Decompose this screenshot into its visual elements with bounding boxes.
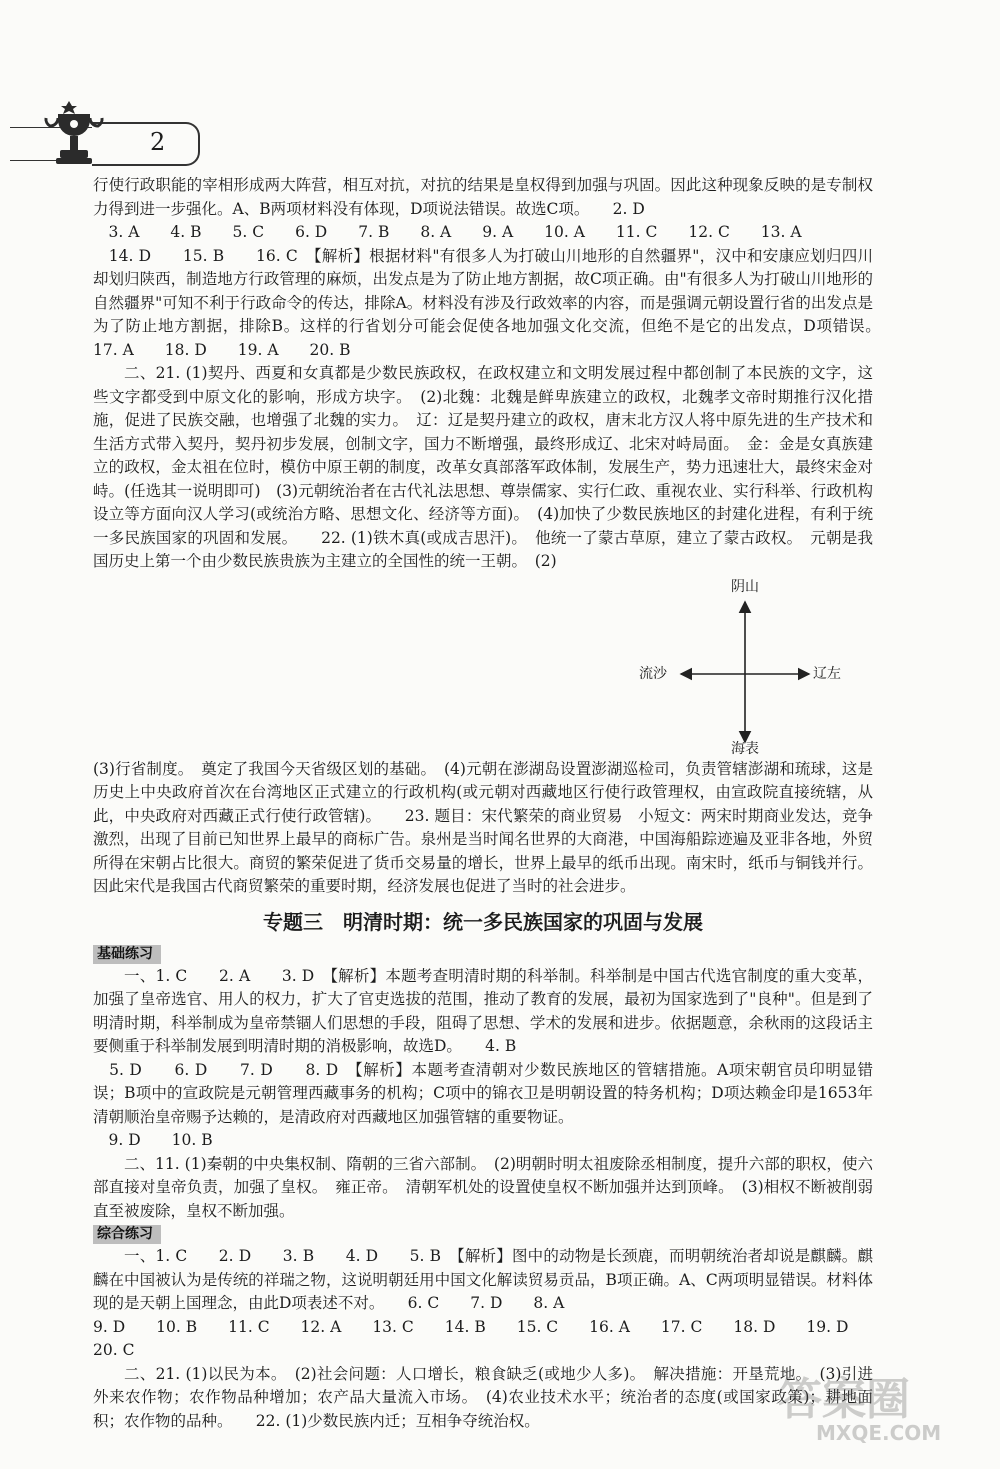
direction-west-label: 流沙 [639, 665, 667, 682]
paragraph: 3. A 4. B 5. C 6. D 7. B 8. A 9. A 10. A 11. C 12. C 13. A [93, 223, 802, 241]
direction-diagram [93, 576, 873, 758]
section-title: 专题三 明清时期：统一多民族国家的巩固与发展 [263, 909, 703, 934]
watermark-main-text: 答案圈 [778, 1374, 910, 1425]
watermark-sub-text: MXQE.COM [816, 1421, 942, 1445]
comprehensive-practice-label: 综合练习 [93, 1225, 161, 1244]
paragraph: 5. D 6. D 7. D 8. D 【解析】本题考查清朝对少数民族地区的管辖措施。A项宋朝官员印明显错误；B项中的宣政院是元朝管理西藏事务的机构；C项中的锦衣卫是明朝设置的特务机构；D项达赖金印是1653年清朝顺治皇帝赐予达赖的，是清政府对西藏地区加强管辖的重要物证。 [93, 1060, 873, 1126]
paragraph: 9. D 10. B 11. C 12. A 13. C 14. B 15. C 16. A 17. C 18. D 19. D [93, 1317, 849, 1336]
paragraph: 14. D 15. B 16. C 【解析】根据材料"有很多人为打破山川地形的自然疆界"，汉中和安康应划归四川却划归陕西，制造地方行政管理的麻烦，出发点是为了防止地方割据，故C项正确。由"有很多人为打破山川地形的自然疆界"可知不利于行政命令的传达，排除A。材料没有涉及行政效率的内容，而是强调元朝设置行省的出发点是为了防止地方割据，排除B。这样的行省划分可能会促使各地加强文化交流，但绝不是它的出发点，D项错误。 17. A 18. D 19. A 20. B [93, 246, 905, 359]
paragraph: 二、21. (1)以民为本。 (2)社会问题：人口增长，粮食缺乏(或地少人多)。 解决措施：开垦荒地。 (3)引进外来农作物；农作物品种增加；农产品大量流入市场。 (4)农业技术水平；统治者的态度(或国家政策)；耕地面积；农作物的品种。 22. (1)少数民族内迁；互相争夺统治权。 [93, 1364, 873, 1430]
paragraph: 20. C [93, 1341, 135, 1359]
paragraph: 9. D 10. B [93, 1131, 213, 1149]
basic-practice-label: 基础练习 [93, 945, 161, 964]
paragraph: 二、11. (1)秦朝的中央集权制、隋朝的三省六部制。 (2)明朝时明太祖废除丞相制度，提升六部的职权，使六部直接对皇帝负责，加强了皇权。 雍正帝。 清朝军机处的设置使皇权不断加强并达到顶峰。 (3)相权不断被削弱直至被废除，皇权不断加强。 [93, 1154, 873, 1220]
paragraph: 一、1. C 2. A 3. D 【解析】本题考查明清时期的科举制。科举制是中国古代选官制度的重大变革，加强了皇帝选官、用人的权力，扩大了官吏选拔的范围，推动了教育的发展，最初为国家选到了"良种"。但是到了明清时期，科举制成为皇帝禁锢人们思想的手段，阻碍了思想、学术的发展和进步。依据题意，余秋雨的这段话主要侧重于科举制发展到明清时期的消极影响，故选D。 4. B [93, 966, 873, 1055]
answer-content [93, 174, 905, 1433]
paragraph: (3)行省制度。 奠定了我国今天省级区划的基础。 (4)元朝在澎湖岛设置澎湖巡检司，负责管辖澎湖和琉球，这是历史上中央政府首次在台湾地区正式建立的行政机构(或元朝对西藏地区行使行政管理权，由宣政院直接统辖，从此，中央政府对西藏正式行使行政管辖)。 23. 题目：宋代繁荣的商业贸易 小短文：两宋时期商业发达，竞争激烈，出现了目前已知世界上最早的商标广告。泉州是当时闻名世界的大商港，中国海船踪迹遍及亚非各地，外贸所得在宋朝占比很大。商贸的繁荣促进了货币交易量的增长，世界上最早的纸币出现。南宋时，纸币与铜钱并行。因此宋代是我国古代商贸繁荣的重要时期，经济发展也促进了当时的社会进步。 [93, 759, 873, 895]
trophy-icon [44, 100, 104, 168]
direction-north-label: 阴山 [731, 578, 759, 595]
paragraph: 二、21. (1)契丹、西夏和女真都是少数民族政权，在政权建立和文明发展过程中都创制了本民族的文字，这些文字都受到中原文化的影响，形成方块字。 (2)北魏：北魏是鲜卑族建立的政权，北魏孝文帝时期推行汉化措施，促进了民族交融，也增强了北魏的实力。 辽：辽是契丹建立的政权，唐末北方汉人将中原先进的生产技术和生活方式带入契丹，契丹初步发展，创制文字，国力不断增强，最终形成辽、北宋对峙局面。 金：金是女真族建立的政权，金太祖在位时，模仿中原王朝的制度，改革女真部落军政体制，发展生产，势力迅速壮大，最终宋金对峙。(任选其一说明即可) (3)元朝统治者在古代礼法思想、尊崇儒家、实行仁政、重视农业、实行科举、行政机构设立等方面向汉人学习(或统治方略、思想文化、经济等方面)。 (4)加快了少数民族地区的封建化进程，有利于统一多民族国家的巩固和发展。 22. (1)铁木真(或成吉思汗)。 他统一了蒙古草原，建立了蒙古政权。 元朝是我国历史上第一个由少数民族贵族为主建立的全国性的统一王朝。 (2) [93, 364, 873, 570]
paragraph: 行使行政职能的宰相形成两大阵营，相互对抗，对抗的结果是皇权得到加强与巩固。因此这种现象反映的是专制权力得到进一步强化。A、B两项材料没有体现，D项说法错误。故选C项。 2. D [93, 176, 873, 218]
direction-east-label: 辽左 [813, 665, 841, 682]
paragraph: 一、1. C 2. D 3. B 4. D 5. B 【解析】图中的动物是长颈鹿，而明朝统治者却说是麒麟。麒麟在中国被认为是传统的祥瑞之物，这说明朝廷用中国文化解读贸易贡品，B项正确。A、C两项明显错误。材料体现的是天朝上国理念，由此D项表述不对。 6. C 7. D 8. A [93, 1247, 873, 1312]
direction-south-label: 海表 [731, 740, 759, 757]
page-number: 2 [150, 128, 166, 156]
page-number-tab [92, 122, 200, 166]
